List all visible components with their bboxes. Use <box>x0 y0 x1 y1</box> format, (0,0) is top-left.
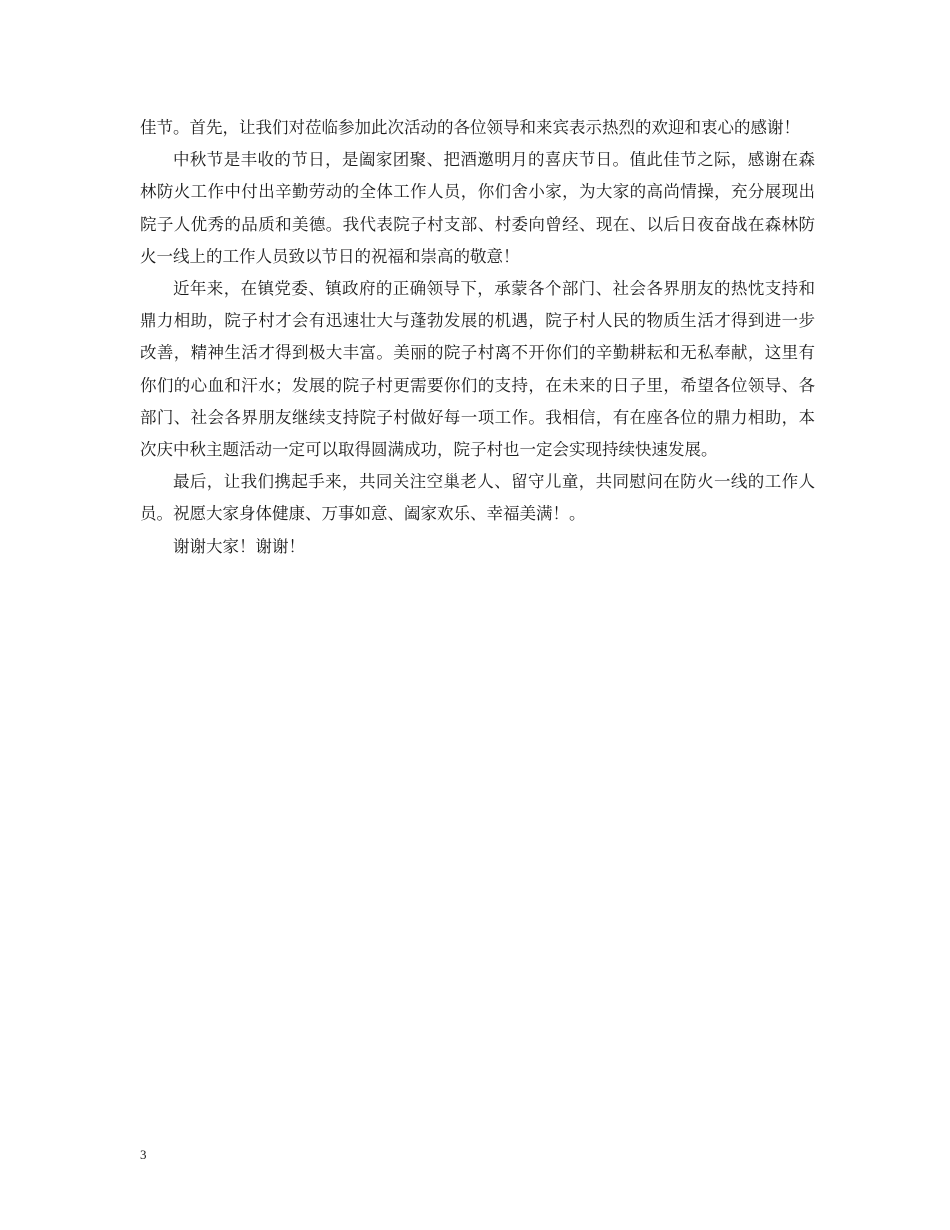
paragraph-closing-wishes: 最后，让我们携起手来，共同关注空巢老人、留守儿童，共同慰问在防火一线的工作人员。祝愿大家身体健康、万事如意、阖家欢乐、幸福美满！。 <box>140 472 815 524</box>
paragraph-opening-continuation: 佳节。首先，让我们对莅临参加此次活动的各位领导和来宾表示热烈的欢迎和衷心的感谢！ <box>140 118 800 137</box>
page-number: 3 <box>140 1147 147 1162</box>
paragraph-mid-autumn-thanks: 中秋节是丰收的节日，是阖家团聚、把酒邀明月的喜庆节日。值此佳节之际，感谢在森林防火工作中付出辛勤劳动的全体工作人员，你们舍小家，为大家的高尚情操，充分展现出院子人优秀的品质和美德。我代表院子村支部、村委向曾经、现在、以后日夜奋战在森林防火一线上的工作人员致以节日的祝福和崇高的敬意！ <box>140 150 815 266</box>
document-body <box>140 112 815 563</box>
paragraph-thank-you: 谢谢大家！谢谢！ <box>173 536 305 556</box>
paragraph-village-development: 近年来，在镇党委、镇政府的正确领导下，承蒙各个部门、社会各界朋友的热忱支持和鼎力相助，院子村才会有迅速壮大与蓬勃发展的机遇，院子村人民的物质生活才得到进一步改善，精神生活才得到极大丰富。美丽的院子村离不开你们的辛勤耕耘和无私奉献，这里有你们的心血和汗水；发展的院子村更需要你们的支持，在未来的日子里，希望各位领导、各部门、社会各界朋友继续支持院子村做好每一项工作。我相信，有在座各位的鼎力相助，本次庆中秋主题活动一定可以取得圆满成功，院子村也一定会实现持续快速发展。 <box>140 279 815 460</box>
